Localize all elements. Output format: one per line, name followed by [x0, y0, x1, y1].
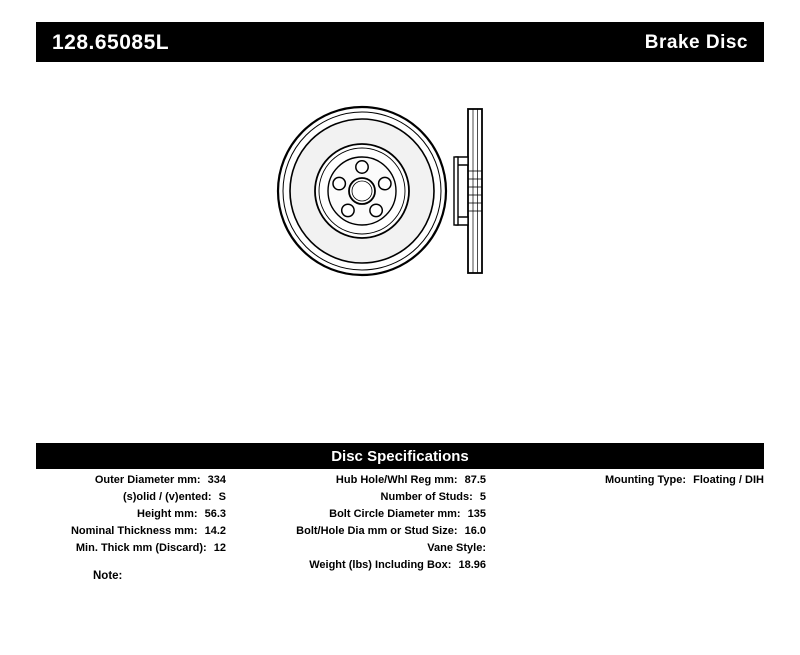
spec-value: 334: [207, 474, 226, 486]
spec-value: 56.3: [204, 508, 226, 520]
part-number: 128.65085L: [52, 30, 170, 54]
product-drawing: [270, 95, 560, 295]
note-field: [93, 570, 122, 582]
spec-value: 18.96: [458, 559, 486, 571]
page-title: Brake Disc: [644, 31, 748, 53]
spec-value: 87.5: [464, 474, 486, 486]
spec-table: [36, 472, 764, 572]
spec-row: [36, 523, 226, 540]
spec-label: Height mm:: [137, 508, 198, 520]
spec-section-title: Disc Specifications: [36, 443, 764, 469]
spec-row: [36, 472, 226, 489]
spec-label: Weight (lbs) Including Box:: [309, 559, 452, 571]
spec-label: (s)olid / (v)ented:: [122, 491, 212, 503]
spec-label: Outer Diameter mm:: [94, 474, 201, 486]
spec-label: Hub Hole/Whl Reg mm:: [335, 474, 458, 486]
spec-label: Mounting Type:: [604, 474, 687, 486]
spec-row: [246, 506, 486, 523]
spec-label: Vane Style:: [427, 542, 486, 554]
brake-rotor-edge-view: [454, 109, 482, 273]
note-label: Note:: [93, 570, 123, 582]
spec-row: [506, 472, 764, 489]
spec-value: 12: [213, 542, 226, 554]
spec-label: Number of Studs:: [380, 491, 473, 503]
spec-column-3: [506, 472, 764, 489]
brake-disc-diagram: [270, 95, 560, 295]
spec-row: [36, 540, 226, 557]
spec-value: Floating / DIH: [693, 474, 764, 486]
spec-row: [36, 489, 226, 506]
spec-value: 5: [479, 491, 486, 503]
spec-row: [246, 540, 486, 557]
spec-row: [246, 489, 486, 506]
spec-label: Nominal Thickness mm:: [70, 525, 198, 537]
spec-label: Bolt/Hole Dia mm or Stud Size:: [296, 525, 458, 537]
spec-label: Min. Thick mm (Discard):: [75, 542, 207, 554]
header-bar: [36, 22, 764, 62]
spec-row: [246, 523, 486, 540]
brake-rotor-face-view: [278, 107, 446, 275]
spec-row: [36, 506, 226, 523]
spec-label: Bolt Circle Diameter mm:: [329, 508, 461, 520]
spec-column-2: [246, 472, 486, 574]
spec-column-1: [36, 472, 226, 557]
spec-value: 14.2: [204, 525, 226, 537]
spec-value: 135: [467, 508, 486, 520]
spec-value: 16.0: [464, 525, 486, 537]
spec-row: [246, 472, 486, 489]
spec-value: S: [218, 491, 226, 503]
spec-row: [246, 557, 486, 574]
